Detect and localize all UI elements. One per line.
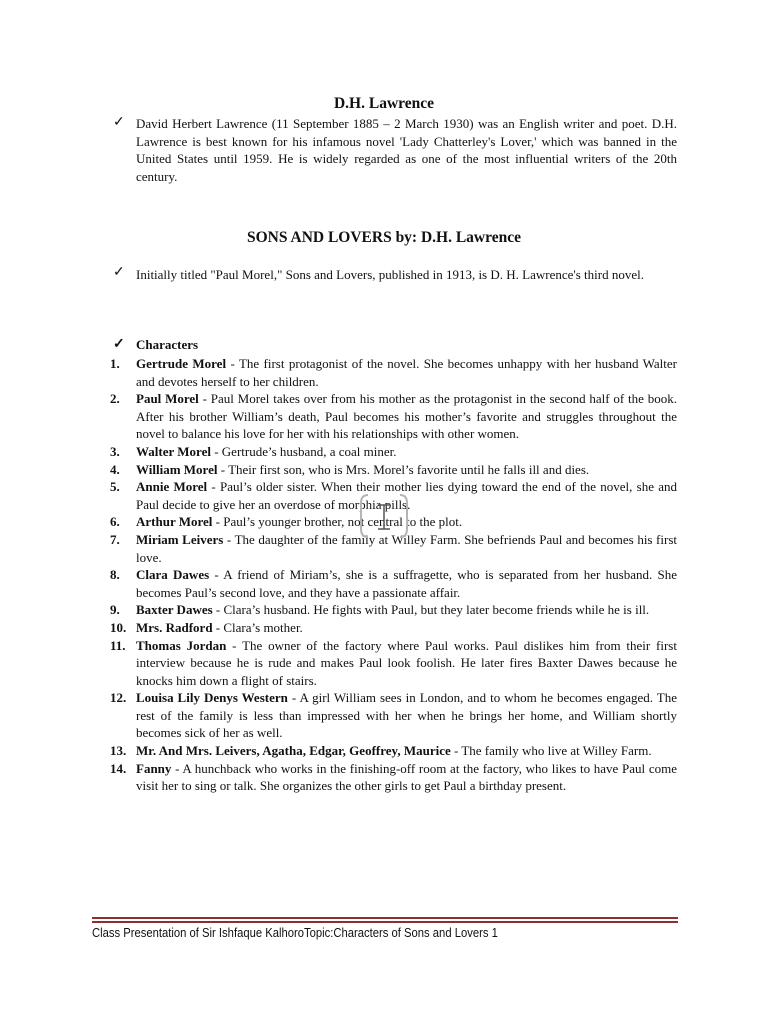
character-name: Mrs. Radford — [136, 619, 213, 635]
character-number: 1. — [110, 356, 120, 371]
character-item — [110, 601, 677, 619]
character-item — [110, 742, 677, 760]
character-number: 10. — [110, 619, 127, 635]
character-number: 4. — [110, 461, 120, 477]
character-name: Thomas Jordan — [136, 637, 227, 653]
character-description: - The first protagonist of the novel. She becomes unhappy with her husband Walter and devotes herself to her children. — [136, 356, 677, 389]
character-name: Arthur Morel — [136, 514, 213, 530]
character-number: 12. — [110, 690, 127, 706]
character-name: Louisa Lily Denys Western — [136, 690, 288, 706]
character-description: - Paul’s younger brother, not central to the plot. — [212, 514, 463, 530]
author-bio: David Herbert Lawrence (11 September 1885 – 2 March 1930) was an English writer and poet. D.H. Lawrence is best known for his infamous novel 'Lady Chatterley's Lover,' which was banned in the United States until 1959. He is widely regarded as one of the most influential writers of the 20th century. — [136, 116, 677, 184]
character-number: 7. — [110, 531, 120, 547]
character-name: Paul Morel — [136, 391, 199, 407]
character-name: William Morel — [136, 461, 218, 477]
character-item — [110, 637, 677, 690]
character-item — [110, 355, 677, 390]
character-description: - Clara’s mother. — [212, 619, 303, 635]
character-description: - Paul’s older sister. When their mother lies dying toward the end of the novel, she and Paul decide to give her an overdose of morphia pills. — [136, 479, 677, 512]
page-footer: Class Presentation of Sir Ishfaque KalhoroTopic:Characters of Sons and Lovers 1 — [92, 926, 498, 940]
character-number: 11. — [110, 637, 126, 653]
footer-rule-top — [92, 917, 678, 919]
character-description: - The owner of the factory where Paul works. Paul dislikes him from their first interview because he is rude and makes Paul look foolish. He later fires Baxter Dawes because he knocks him down a flight of stairs. — [136, 637, 677, 688]
character-item — [110, 566, 677, 601]
character-item — [110, 619, 677, 637]
character-number: 5. — [110, 479, 120, 495]
character-number: 9. — [110, 602, 120, 618]
author-heading: D.H. Lawrence — [333, 95, 435, 112]
character-description: - Clara’s husband. He fights with Paul, but they later become friends while he is ill. — [212, 602, 650, 618]
character-description: - A hunchback who works in the finishing-off room at the factory, who likes to have Paul come visit her to sing or talk. She organizes the other girls to get Paul a birthday present. — [136, 760, 677, 794]
character-number: 8. — [110, 567, 120, 583]
character-item — [110, 689, 677, 742]
character-description: - Their first son, who is Mrs. Morel’s favorite until he falls ill and dies. — [217, 461, 590, 477]
character-description: - The family who live at Willey Farm. — [450, 743, 652, 759]
characters-label: Characters — [136, 337, 199, 352]
character-number: 13. — [110, 743, 127, 759]
character-name: Walter Morel — [136, 443, 211, 459]
check-icon: ✓ — [113, 115, 125, 130]
character-name: Annie Morel — [136, 479, 208, 495]
character-description: - A girl William sees in London, and to whom he becomes engaged. The rest of the family is less than impressed with her when he brings her home, and William shortly becomes sick of her as well. — [136, 690, 678, 741]
character-description: - Gertrude’s husband, a coal miner. — [210, 443, 397, 459]
character-item — [110, 760, 677, 795]
characters-list — [110, 355, 677, 795]
character-number: 6. — [110, 514, 120, 530]
novel-intro: Initially titled "Paul Morel," Sons and Lovers, published in 1913, is D. H. Lawrence's third novel. — [136, 267, 644, 282]
character-name: Fanny — [136, 760, 172, 776]
character-name: Clara Dawes — [136, 567, 210, 583]
novel-heading: SONS AND LOVERS by: D.H. Lawrence — [246, 229, 521, 246]
check-icon: ✓ — [113, 337, 125, 352]
character-name: Mr. And Mrs. Leivers, Agatha, Edgar, Geoffrey, Maurice — [136, 743, 451, 759]
footer-rule-bottom — [92, 921, 678, 923]
character-name: Baxter Dawes — [136, 602, 213, 618]
character-description: - The daughter of the family at Willey Farm. She befriends Paul and becomes his first love. — [136, 531, 678, 565]
character-number: 14. — [110, 760, 127, 776]
character-description: - Paul Morel takes over from his mother as the protagonist in the second half of the book. After his brother William’s death, Paul becomes his mother’s favorite and struggles throughout the novel to balance his love for her with his relationships with other women. — [136, 391, 677, 442]
character-item — [110, 461, 677, 479]
character-name: Gertrude Morel — [136, 356, 227, 371]
character-description: - A friend of Miriam’s, she is a suffragette, who is separated from her husband. She becomes Paul’s second love, and they have a passionate affair. — [136, 567, 677, 600]
character-item — [110, 443, 677, 461]
character-number: 2. — [110, 391, 120, 407]
character-number: 3. — [110, 443, 120, 459]
check-icon: ✓ — [113, 265, 125, 280]
text-cursor-icon — [358, 487, 410, 545]
character-name: Miriam Leivers — [136, 531, 224, 547]
character-item — [110, 390, 677, 443]
